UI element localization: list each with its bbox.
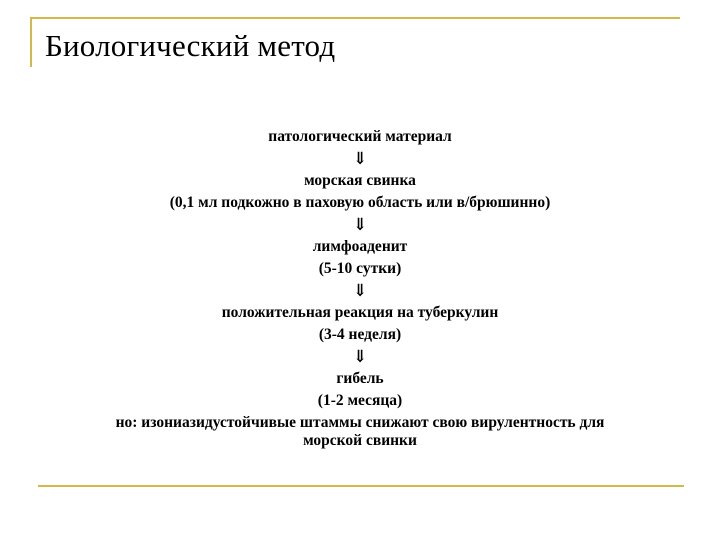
note-text — [0, 414, 720, 450]
left-decorative-rule — [30, 17, 32, 67]
flow-diagram — [0, 126, 720, 450]
step-lymphadenitis: лимфоаденит — [312, 238, 408, 255]
step-lymphadenitis-detail: (5-10 сутки) — [318, 260, 402, 277]
down-arrow-icon: ⇓ — [352, 347, 368, 366]
top-decorative-rule — [30, 17, 680, 19]
step-guinea-pig-detail: (0,1 мл подкожно в паховую область или в/брюшинно) — [169, 194, 551, 211]
note-line-2: морской свинки — [303, 432, 417, 449]
down-arrow-icon: ⇓ — [352, 215, 368, 234]
step-tuberculin-reaction: положительная реакция на туберкулин — [221, 304, 499, 321]
down-arrow-icon: ⇓ — [352, 281, 368, 300]
step-tuberculin-reaction-detail: (3-4 неделя) — [318, 326, 402, 343]
bottom-decorative-rule — [38, 485, 684, 487]
step-death: гибель — [336, 370, 384, 387]
step-death-detail: (1-2 месяца) — [317, 392, 403, 409]
step-guinea-pig: морская свинка — [304, 172, 416, 189]
slide-title: Биологический метод — [45, 28, 336, 63]
note-line-1: но: изониазидустойчивые штаммы снижают свою вирулентность для — [115, 414, 605, 431]
step-pathological-material: патологический материал — [268, 128, 452, 145]
down-arrow-icon: ⇓ — [352, 149, 368, 168]
